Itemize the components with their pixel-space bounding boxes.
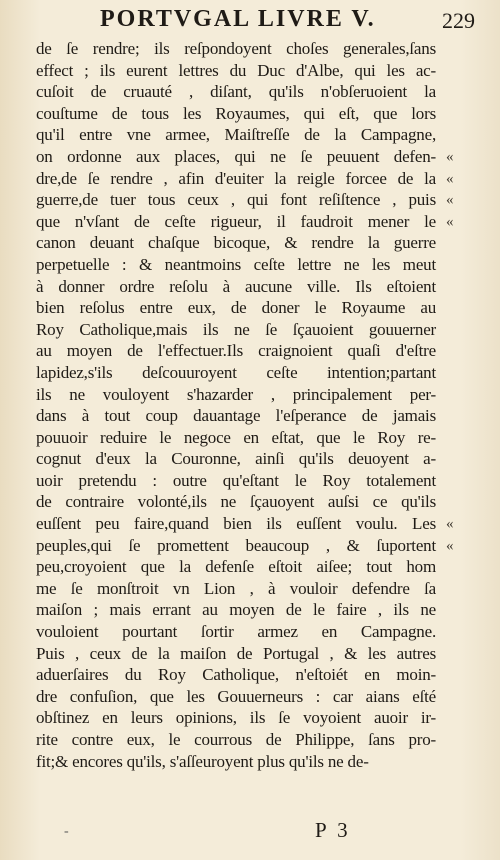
text-line: peuples,qui ſe promettent beaucoup , & ſuportent [36,535,436,555]
text-line: de ſe rendre; ils reſpondoyent choſes generales,ſans [36,39,436,58]
text-line: euſſent peu faire,quand bien ils euſſent voulu. Les [36,514,436,534]
text-line: on ordonne aux places, qui ne ſe peuuent defen- [36,146,436,166]
margin-quote-mark: « [446,192,454,209]
text-line: dans à tout coup dauantage l'eſperance de jamais [36,406,436,426]
margin-quote-mark: « [446,537,454,554]
text-line: Roy Catholique,mais ils ne ſe ſçauoient gouuerner [36,319,436,339]
text-line: ils ne vouloyent s'hazarder , principalement per- [36,384,436,404]
running-header [55,4,475,38]
margin-quote-mark: « [446,170,454,187]
text-line: bien reſolus entre eux, de doner le Royaume au [36,298,436,318]
text-line: couſtume de tous les Royaumes, qui eſt, que lors [36,103,436,123]
margin-quote-mark: « [446,149,454,165]
text-line: maiſon ; mais errant au moyen de le faire , ils ne [36,600,436,620]
text-line: canon deuant chaſque bicoque, & rendre la guerre [36,233,436,253]
text-line: obſtinez en leurs opinions, ils ſe voyoient auoir ir- [36,708,436,728]
text-line: de contraire volonté,ils ne ſçauoyent auſsi ce qu'ils [36,492,436,512]
text-line: lapidez,s'ils deſcouuroyent ceſte intention;partant [36,362,436,382]
margin-quote-mark: « [446,213,454,230]
text-line: à donner ordre reſolu à aucune ville. Ils eſtoient [36,276,436,296]
text-line: perpetuelle : & neantmoins ceſte lettre ne les meut [36,254,436,274]
text-line: dre,de ſe rendre , afin d'euiter la reigle forcee de la [36,168,436,188]
text-line: me ſe monſtroit vn Lion , à vouloir defendre ſa [36,578,436,598]
text-line: pouuoir reduire le negoce en eſtat, que le Roy re- [36,427,436,447]
text-line: au moyen de l'effectuer.Ils craignoient quaſi d'eſtre [36,341,436,361]
text-line: cognut d'eux la Couronne, ainſi qu'ils deuoyent a- [36,449,436,469]
text-line: aduerſaires du Roy Catholique, n'eſtoiét en moin- [36,665,436,685]
text-line: peu,croyoient que la defenſe eſtoit aiſee; tout hom [36,557,436,577]
page-number: 229 [442,8,475,33]
text-line: que n'vſant de ceſte rigueur, il faudroit mener le [36,211,436,231]
text-line: dre confuſion, que les Gouuerneurs : car aians eſté [36,686,436,706]
signature-mark: P 3 [315,818,351,842]
stray-mark: - [64,824,69,839]
margin-quote-mark: « [446,516,454,533]
text-line: rite contre eux, le courrous de Philippe, ſans pro- [36,730,436,749]
text-line: effect ; ils eurent lettres du Duc d'Albe, qui les ac- [36,60,436,80]
text-line: cuſoit de cruauté , diſant, qu'ils n'obſeruoient la [36,82,436,102]
text-line: qu'il entre vne armee, Maiſtreſſe de la Campagne, [36,125,436,145]
text-line: Puis , ceux de la maiſon de Portugal , & les autres [36,643,436,663]
text-line: guerre,de tuer tous ceux , qui font reſiſtence , puis [36,190,436,210]
text-line: vouloient pourtant ſortir armez en Campagne. [36,622,436,642]
text-line: fit;& encores qu'ils, s'aſſeuroyent plus qu'ils ne de- [36,751,369,771]
running-title: PORTVGAL LIVRE V. [100,6,376,32]
text-line: uoir pretendu : outre qu'eſtant le Roy totalement [36,470,436,490]
body-text [36,38,436,772]
